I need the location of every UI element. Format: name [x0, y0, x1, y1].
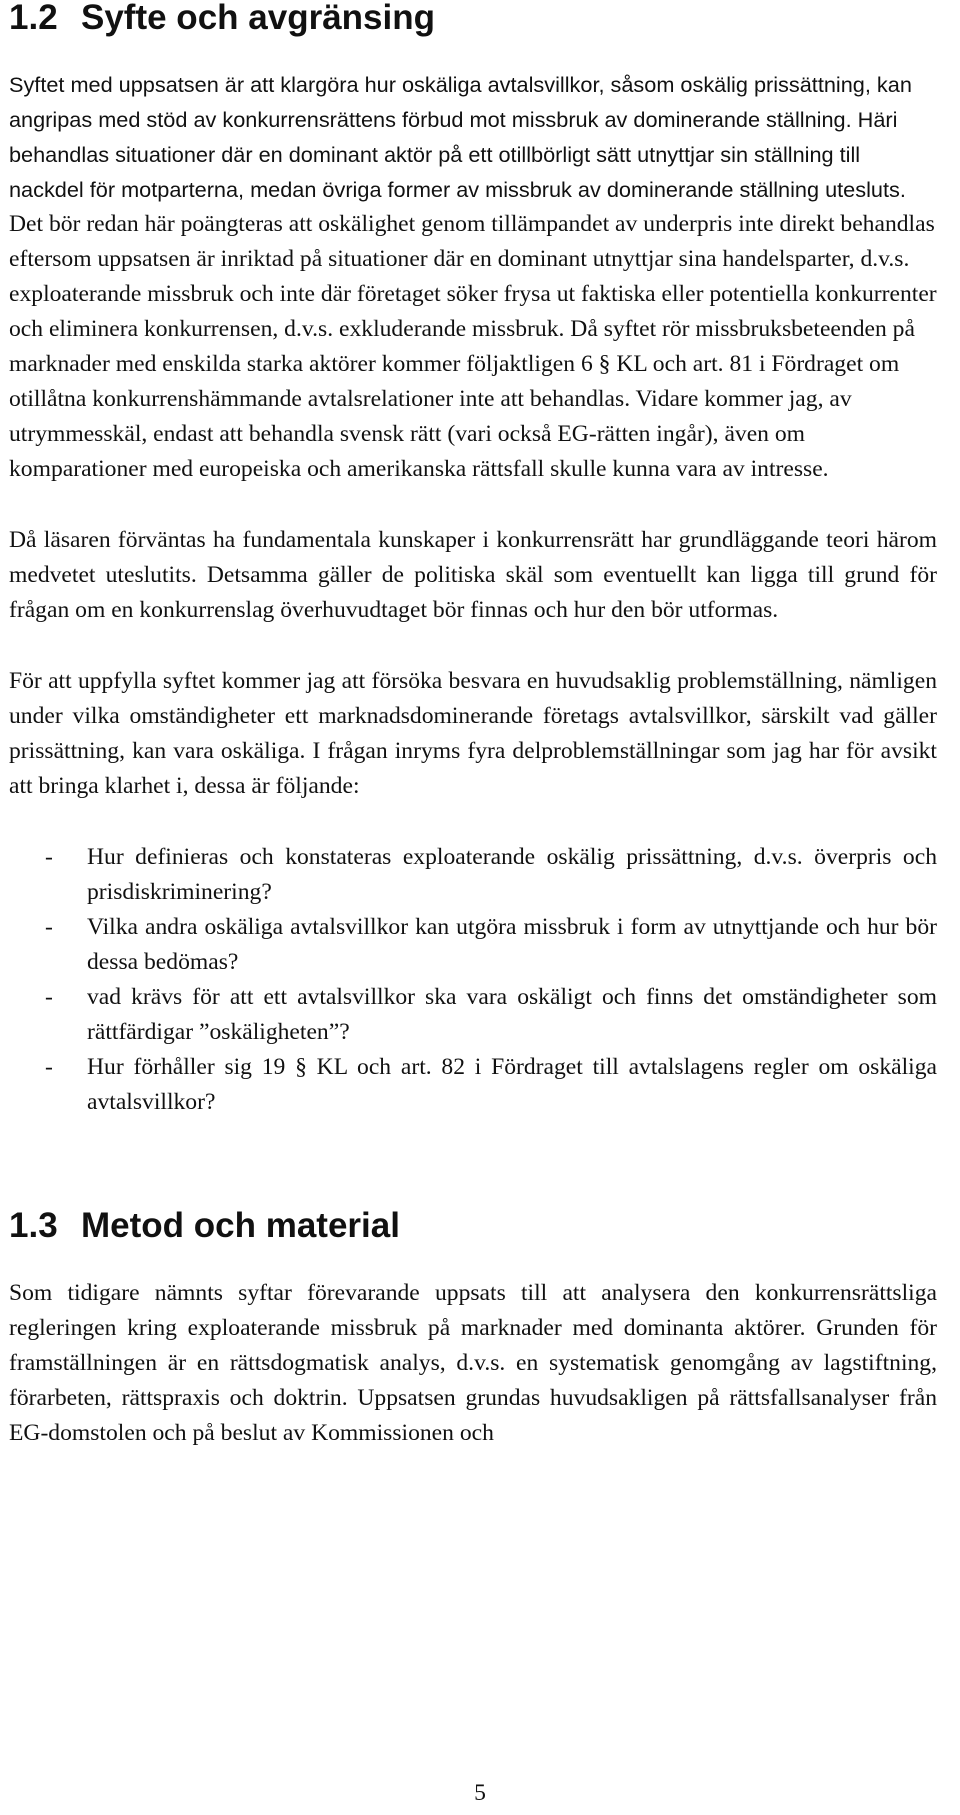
- question-item: [9, 1050, 937, 1120]
- list-dash: -: [45, 914, 53, 940]
- section-title: Syfte och avgränsing: [81, 0, 435, 37]
- section-number: 1.2: [9, 0, 58, 37]
- section-heading-metod: [9, 1206, 937, 1246]
- paragraph-syfte-serif-part: Det bör redan här poängteras att oskälighet genom tillämpandet av underpris inte direkt behandlas eftersom uppsatsen är inriktad på situationer där en dominant utnyttjar sina handelsparter, d.v.s. exploaterande missbruk och inte där företaget söker frysa ut faktiska eller potentiella konkurrenter och eliminera konkurrensen, d.v.s. exkluderande missbruk. Då syftet rör missbruksbeteenden på marknader med enskilda starka aktörer kommer följaktligen 6 § KL och art. 81 i Fördraget om otillåtna konkurrenshämmande avtalsrelationer inte att behandlas. Vidare kommer jag, av utrymmesskäl, endast att behandla svensk rätt (vari också EG-rätten ingår), även om komparationer med europeiska och amerikanska rättsfall skulle kunna vara av intresse.: [9, 211, 937, 482]
- paragraph-metod: Som tidigare nämnts syftar förevarande uppsats till att analysera den konkurrensrättsliga regleringen kring exploaterande missbruk på marknader med dominanta aktörer. Grunden för framställningen är en rättsdogmatisk analys, d.v.s. en systematisk genomgång av lagstiftning, förarbeten, rättspraxis och doktrin. Uppsatsen grundas huvudsakligen på rättsfallsanalyser från EG-domstolen och på beslut av Kommissionen och: [9, 1280, 937, 1446]
- question-text: Hur förhåller sig 19 § KL och art. 82 i Fördraget till avtalslagens regler om oskäliga avtalsvillkor?: [87, 1054, 937, 1115]
- page-number: 5: [474, 1780, 486, 1806]
- question-item: [9, 980, 937, 1050]
- list-dash: -: [45, 1054, 53, 1080]
- paragraph-uppfylla-syftet: För att uppfylla syftet kommer jag att försöka besvara en huvudsaklig problemställning, nämligen under vilka omständigheter ett marknadsdominerande företags avtalsvillkor, särskilt vad gäller prissättning, kan vara oskäliga. I frågan inryms fyra delproblemställningar som jag har för avsikt att bringa klarhet i, dessa är följande:: [9, 668, 937, 799]
- question-text: vad krävs för att ett avtalsvillkor ska vara oskäligt och finns det omständigheter som rättfärdigar ”oskäligheten”?: [87, 984, 937, 1045]
- paragraph-syfte: [9, 67, 937, 487]
- list-dash: -: [45, 984, 53, 1010]
- paragraph-syfte-sans-part: Syftet med uppsatsen är att klargöra hur oskäliga avtalsvillkor, såsom oskälig prissättning, kan angripas med stöd av konkurrensrättens förbud mot missbruk av dominerande ställning. Häri behandlas situationer där en dominant aktör på ett otillbörligt sätt utnyttjar sin ställning till nackdel för motparterna, medan övriga former av missbruk av dominerande ställning utesluts.: [9, 72, 912, 202]
- paragraph-lasaren: Då läsaren förväntas ha fundamentala kunskaper i konkurrensrätt har grundläggande teori härom medvetet uteslutits. Detsamma gäller de politiska skäl som eventuellt kan ligga till grund för frågan om en konkurrenslag överhuvudtaget bör finnas och hur den bör utformas.: [9, 527, 937, 623]
- list-dash: -: [45, 844, 53, 870]
- section-heading-syfte: [9, 0, 937, 38]
- question-item: [9, 910, 937, 980]
- question-item: [9, 840, 937, 910]
- section-title: Metod och material: [81, 1206, 400, 1245]
- question-text: Vilka andra oskäliga avtalsvillkor kan utgöra missbruk i form av utnyttjande och hur bör dessa bedömas?: [87, 914, 937, 975]
- question-text: Hur definieras och konstateras exploaterande oskälig prissättning, d.v.s. överpris och prisdiskriminering?: [87, 844, 937, 905]
- section-number: 1.3: [9, 1206, 58, 1245]
- question-list: [9, 840, 937, 1120]
